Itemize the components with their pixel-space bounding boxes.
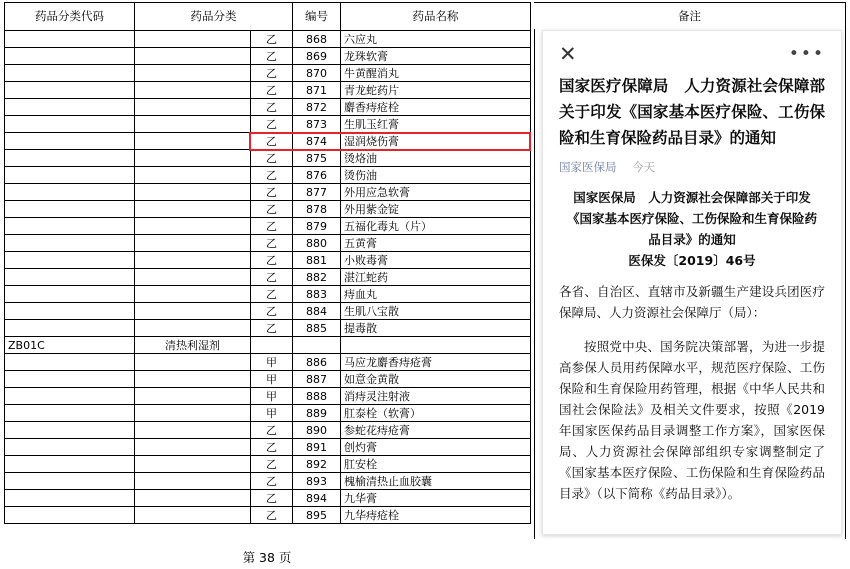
cell-number: 872	[293, 99, 341, 116]
cell-number: 886	[293, 354, 341, 371]
cell-class-name	[135, 286, 251, 303]
cell-class-code	[5, 218, 135, 235]
table-row	[5, 422, 531, 439]
cell-class-name	[135, 422, 251, 439]
cell-class-code	[5, 507, 135, 524]
cell-drug-name: 青龙蛇药片	[341, 82, 531, 99]
cell-class-code	[5, 303, 135, 320]
cell-number: 894	[293, 490, 341, 507]
table-row	[5, 320, 531, 337]
cell-class-code	[5, 320, 135, 337]
article-title: 国家医疗保障局 人力资源社会保障部关于印发《国家基本医疗保险、工伤保险和生育保险药品目录》的通知	[559, 77, 825, 147]
cell-level: 甲	[251, 388, 293, 405]
cell-drug-name: 痔血丸	[341, 286, 531, 303]
cell-level: 乙	[251, 507, 293, 524]
cell-drug-name: 九华痔疮栓	[341, 507, 531, 524]
table-row-highlighted	[5, 133, 531, 150]
cell-level: 乙	[251, 252, 293, 269]
cell-drug-name: 九华膏	[341, 490, 531, 507]
cell-class-code	[5, 201, 135, 218]
cell-class-code	[5, 99, 135, 116]
cell-level: 乙	[251, 286, 293, 303]
cell-class-name	[135, 65, 251, 82]
table-row	[5, 405, 531, 422]
cell-level: 乙	[251, 439, 293, 456]
cell-number: 881	[293, 252, 341, 269]
notification-article-card	[542, 30, 842, 535]
cell-class-code	[5, 490, 135, 507]
cell-class-name	[135, 252, 251, 269]
cell-class-code	[5, 354, 135, 371]
cell-number: 876	[293, 167, 341, 184]
cell-number: 873	[293, 116, 341, 133]
cell-class-code	[5, 82, 135, 99]
article-meta	[559, 159, 825, 175]
column-header-number: 编号	[293, 3, 341, 31]
cell-class-name	[135, 99, 251, 116]
cell-class-name: 清热利湿剂	[135, 337, 251, 354]
cell-class-code	[5, 167, 135, 184]
cell-drug-name: 肛泰栓（软膏）	[341, 405, 531, 422]
cell-drug-name: 牛黄醒消丸	[341, 65, 531, 82]
column-header-name: 药品名称	[341, 3, 531, 31]
table-row	[5, 150, 531, 167]
cell-level: 乙	[251, 320, 293, 337]
cell-level: 乙	[251, 269, 293, 286]
article-heading-line: 品目录》的通知	[648, 232, 736, 247]
cell-class-name	[135, 405, 251, 422]
cell-class-name	[135, 184, 251, 201]
drug-catalog-table-container	[4, 2, 534, 524]
article-paragraph: 按照党中央、国务院决策部署，为进一步提高参保人员用药保障水平，规范医疗保险、工伤保险和生育保险用药管理，根据《中华人民共和国社会保险法》及相关文件要求，按照《2019年国家医保药品目录调整工作方案》，国家医保局、人力资源社会保障部组织专家调整制定了《国家基本医疗保险、工伤保险和生育保险药品目录》（以下简称《药品目录》）。	[559, 338, 825, 501]
cell-class-name	[135, 201, 251, 218]
article-date: 今天	[632, 160, 656, 174]
cell-level: 乙	[251, 490, 293, 507]
cell-class-code	[5, 65, 135, 82]
cell-class-name	[135, 439, 251, 456]
table-row	[5, 473, 531, 490]
table-row	[5, 371, 531, 388]
cell-number: 891	[293, 439, 341, 456]
column-header-remark: 备注	[534, 2, 846, 30]
table-row	[5, 116, 531, 133]
page-number-footer: 第 38 页	[242, 550, 292, 565]
cell-drug-name: 麝香痔疮栓	[341, 99, 531, 116]
cell-drug-name: 消痔灵注射液	[341, 388, 531, 405]
cell-level: 乙	[251, 116, 293, 133]
cell-drug-name: 创灼膏	[341, 439, 531, 456]
cell-number: 887	[293, 371, 341, 388]
cell-class-code	[5, 252, 135, 269]
article-heading-line: 国家医保局 人力资源社会保障部关于印发	[573, 190, 811, 205]
cell-class-code	[5, 388, 135, 405]
cell-class-name	[135, 133, 251, 150]
cell-drug-name: 提毒散	[341, 320, 531, 337]
cell-level: 乙	[251, 218, 293, 235]
cell-drug-name: 生肌八宝散	[341, 303, 531, 320]
cell-class-code	[5, 48, 135, 65]
cell-number: 893	[293, 473, 341, 490]
cell-number: 882	[293, 269, 341, 286]
cell-level: 乙	[251, 303, 293, 320]
cell-class-code	[5, 456, 135, 473]
table-row	[5, 218, 531, 235]
cell-drug-name: 五黄膏	[341, 235, 531, 252]
cell-class-code	[5, 235, 135, 252]
cell-class-code	[5, 422, 135, 439]
cell-level: 乙	[251, 184, 293, 201]
cell-drug-name: 外用紫金锭	[341, 201, 531, 218]
cell-drug-name: 小败毒膏	[341, 252, 531, 269]
cell-level: 甲	[251, 371, 293, 388]
cell-class-name	[135, 320, 251, 337]
article-heading-line: 《国家基本医疗保险、工伤保险和生育保险药	[566, 211, 817, 226]
article-source[interactable]: 国家医保局	[559, 160, 617, 174]
cell-level: 乙	[251, 201, 293, 218]
cell-class-name	[135, 388, 251, 405]
cell-level: 甲	[251, 354, 293, 371]
cell-drug-name	[341, 337, 531, 354]
cell-class-name	[135, 473, 251, 490]
cell-class-code	[5, 31, 135, 48]
cell-drug-name: 外用应急软膏	[341, 184, 531, 201]
cell-number: 879	[293, 218, 341, 235]
cell-level: 甲	[251, 405, 293, 422]
cell-number: 874	[293, 133, 341, 150]
cell-level	[251, 337, 293, 354]
table-row	[5, 167, 531, 184]
cell-drug-name: 烫伤油	[341, 167, 531, 184]
cell-level: 乙	[251, 99, 293, 116]
cell-drug-name: 湿润烧伤膏	[341, 133, 531, 150]
table-row	[5, 31, 531, 48]
article-heading-line: 医保发〔2019〕46号	[628, 253, 756, 268]
cell-class-name	[135, 235, 251, 252]
table-row	[5, 65, 531, 82]
cell-class-code	[5, 473, 135, 490]
cell-level: 乙	[251, 473, 293, 490]
cell-class-code	[5, 269, 135, 286]
cell-class-name	[135, 82, 251, 99]
cell-number: 885	[293, 320, 341, 337]
table-row	[5, 82, 531, 99]
cell-drug-name: 生肌玉红膏	[341, 116, 531, 133]
cell-class-name	[135, 116, 251, 133]
cell-class-code	[5, 116, 135, 133]
article-body	[559, 281, 825, 504]
cell-class-code	[5, 405, 135, 422]
cell-class-code	[5, 184, 135, 201]
cell-number: 888	[293, 388, 341, 405]
table-header-row	[5, 3, 531, 31]
cell-class-name	[135, 150, 251, 167]
article-heading-block	[559, 187, 825, 271]
cell-class-code	[5, 439, 135, 456]
cell-class-name	[135, 31, 251, 48]
cell-level: 乙	[251, 422, 293, 439]
cell-class-name	[135, 490, 251, 507]
article-paragraph: 各省、自治区、直辖市及新疆生产建设兵团医疗保障局、人力资源社会保障厅（局）：	[559, 284, 825, 320]
table-row	[5, 303, 531, 320]
cell-level: 乙	[251, 150, 293, 167]
table-row	[5, 48, 531, 65]
cell-class-name	[135, 456, 251, 473]
cell-number: 875	[293, 150, 341, 167]
table-row	[5, 354, 531, 371]
table-row	[5, 269, 531, 286]
cell-number: 892	[293, 456, 341, 473]
table-row	[5, 286, 531, 303]
cell-level: 乙	[251, 65, 293, 82]
cell-number: 883	[293, 286, 341, 303]
cell-number: 871	[293, 82, 341, 99]
table-row	[5, 99, 531, 116]
cell-level: 乙	[251, 48, 293, 65]
cell-class-name	[135, 371, 251, 388]
more-options-icon[interactable]: •••	[788, 44, 825, 64]
cell-drug-name: 龙珠软膏	[341, 48, 531, 65]
cell-level: 乙	[251, 235, 293, 252]
cell-number: 869	[293, 48, 341, 65]
cell-class-code: ZB01C	[5, 337, 135, 354]
cell-number: 870	[293, 65, 341, 82]
drug-catalog-table	[4, 2, 531, 524]
cell-class-code	[5, 133, 135, 150]
column-header-class: 药品分类	[135, 3, 293, 31]
cell-number: 889	[293, 405, 341, 422]
cell-level: 乙	[251, 456, 293, 473]
cell-class-code	[5, 150, 135, 167]
table-row	[5, 235, 531, 252]
cell-drug-name: 槐榆清热止血胶囊	[341, 473, 531, 490]
cell-drug-name: 肛安栓	[341, 456, 531, 473]
cell-number: 880	[293, 235, 341, 252]
cell-drug-name: 烫烙油	[341, 150, 531, 167]
cell-drug-name: 马应龙麝香痔疮膏	[341, 354, 531, 371]
cell-number: 895	[293, 507, 341, 524]
table-row	[5, 490, 531, 507]
notification-topbar	[559, 41, 825, 67]
cell-level: 乙	[251, 31, 293, 48]
table-body	[5, 31, 531, 524]
cell-drug-name: 五福化毒丸（片）	[341, 218, 531, 235]
cell-class-code	[5, 371, 135, 388]
cell-class-name	[135, 48, 251, 65]
column-header-code: 药品分类代码	[5, 3, 135, 31]
cell-number: 884	[293, 303, 341, 320]
table-row	[5, 337, 531, 354]
cell-number: 890	[293, 422, 341, 439]
cell-level: 乙	[251, 133, 293, 150]
table-row	[5, 252, 531, 269]
cell-class-name	[135, 269, 251, 286]
cell-drug-name: 六应丸	[341, 31, 531, 48]
cell-number: 877	[293, 184, 341, 201]
table-row	[5, 184, 531, 201]
cell-number: 878	[293, 201, 341, 218]
table-row	[5, 507, 531, 524]
cell-class-name	[135, 303, 251, 320]
cell-class-name	[135, 507, 251, 524]
cell-level: 乙	[251, 82, 293, 99]
cell-drug-name: 参蛇花痔疮膏	[341, 422, 531, 439]
table-row	[5, 201, 531, 218]
cell-drug-name: 如意金黄散	[341, 371, 531, 388]
cell-number: 868	[293, 31, 341, 48]
table-row	[5, 456, 531, 473]
cell-class-name	[135, 167, 251, 184]
table-row	[5, 388, 531, 405]
cell-class-code	[5, 286, 135, 303]
cell-drug-name: 湛江蛇药	[341, 269, 531, 286]
cell-number	[293, 337, 341, 354]
cell-class-name	[135, 218, 251, 235]
cell-level: 乙	[251, 167, 293, 184]
table-row	[5, 439, 531, 456]
close-icon[interactable]: ✕	[559, 41, 577, 66]
cell-class-name	[135, 354, 251, 371]
